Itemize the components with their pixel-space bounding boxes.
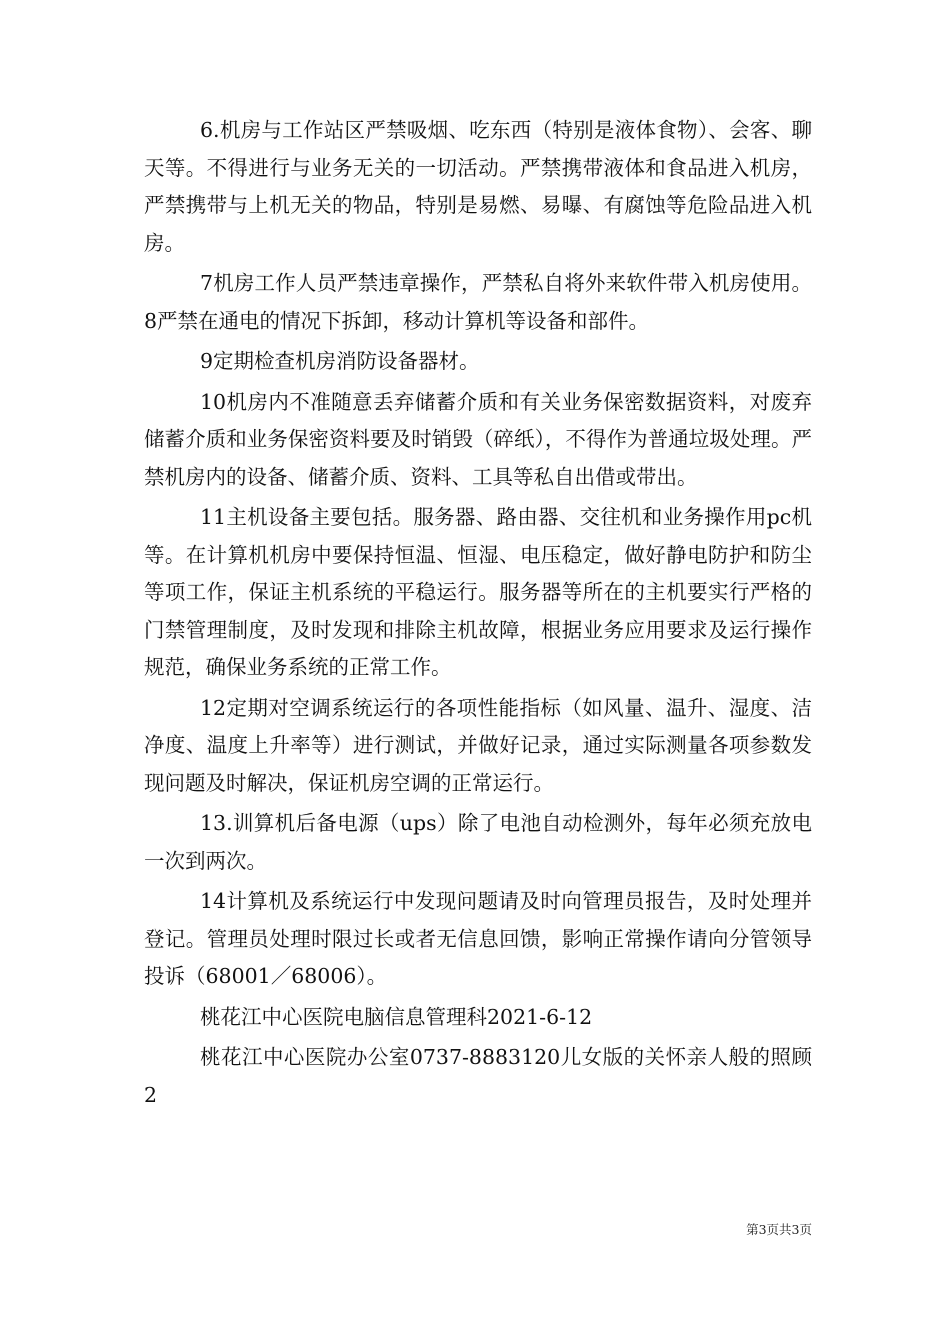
- paragraph-rule-7-8: 7机房工作人员严禁违章操作，严禁私自将外来软件带入机房使用。8严禁在通电的情况下拆卸，移动计算机等设备和部件。: [144, 271, 812, 333]
- contact-office-line: 桃花江中心医院办公室0737-8883120儿女版的关怀亲人般的照顾2: [144, 1045, 812, 1107]
- signature-department-date: 桃花江中心医院电脑信息管理科2021-6-12: [200, 1004, 593, 1029]
- paragraph-rule-10: 10机房内不准随意丢弃储蓄介质和有关业务保密数据资料，对废弃储蓄介质和业务保密资料要及时销毁（碎纸），不得作为普通垃圾处理。严禁机房内的设备、储蓄介质、资料、工具等私自出借或带出。: [144, 389, 812, 489]
- paragraph-rule-12: 12定期对空调系统运行的各项性能指标（如风量、温升、湿度、洁净度、温度上升率等）进行测试，并做好记录，通过实际测量各项参数发现问题及时解决，保证机房空调的正常运行。: [144, 695, 812, 795]
- paragraph-rule-9: 9定期检查机房消防设备器材。: [200, 349, 480, 373]
- document-body: [144, 112, 812, 1114]
- paragraph-rule-6: 6.机房与工作站区严禁吸烟、吃东西（特别是液体食物）、会客、聊天等。不得进行与业务无关的一切活动。严禁携带液体和食品进入机房，严禁携带与上机无关的物品，特别是易燃、易曝、有腐蚀等危险品进入机房。: [144, 118, 812, 255]
- paragraph-rule-13: 13.训算机后备电源（ups）除了电池自动检测外，每年必须充放电一次到两次。: [144, 811, 812, 873]
- page-number-footer: 第3页共3页: [746, 1222, 812, 1237]
- paragraph-rule-11: 11主机设备主要包括。服务器、路由器、交往机和业务操作用pc机等。在计算机机房中要保持恒温、恒湿、电压稳定，做好静电防护和防尘等项工作，保证主机系统的平稳运行。服务器等所在的主机要实行严格的门禁管理制度，及时发现和排除主机故障，根据业务应用要求及运行操作规范，确保业务系统的正常工作。: [144, 505, 812, 679]
- paragraph-rule-14: 14计算机及系统运行中发现问题请及时向管理员报告，及时处理并登记。管理员处理时限过长或者无信息回馈，影响正常操作请向分管领导投诉（68001／68006）。: [144, 889, 812, 988]
